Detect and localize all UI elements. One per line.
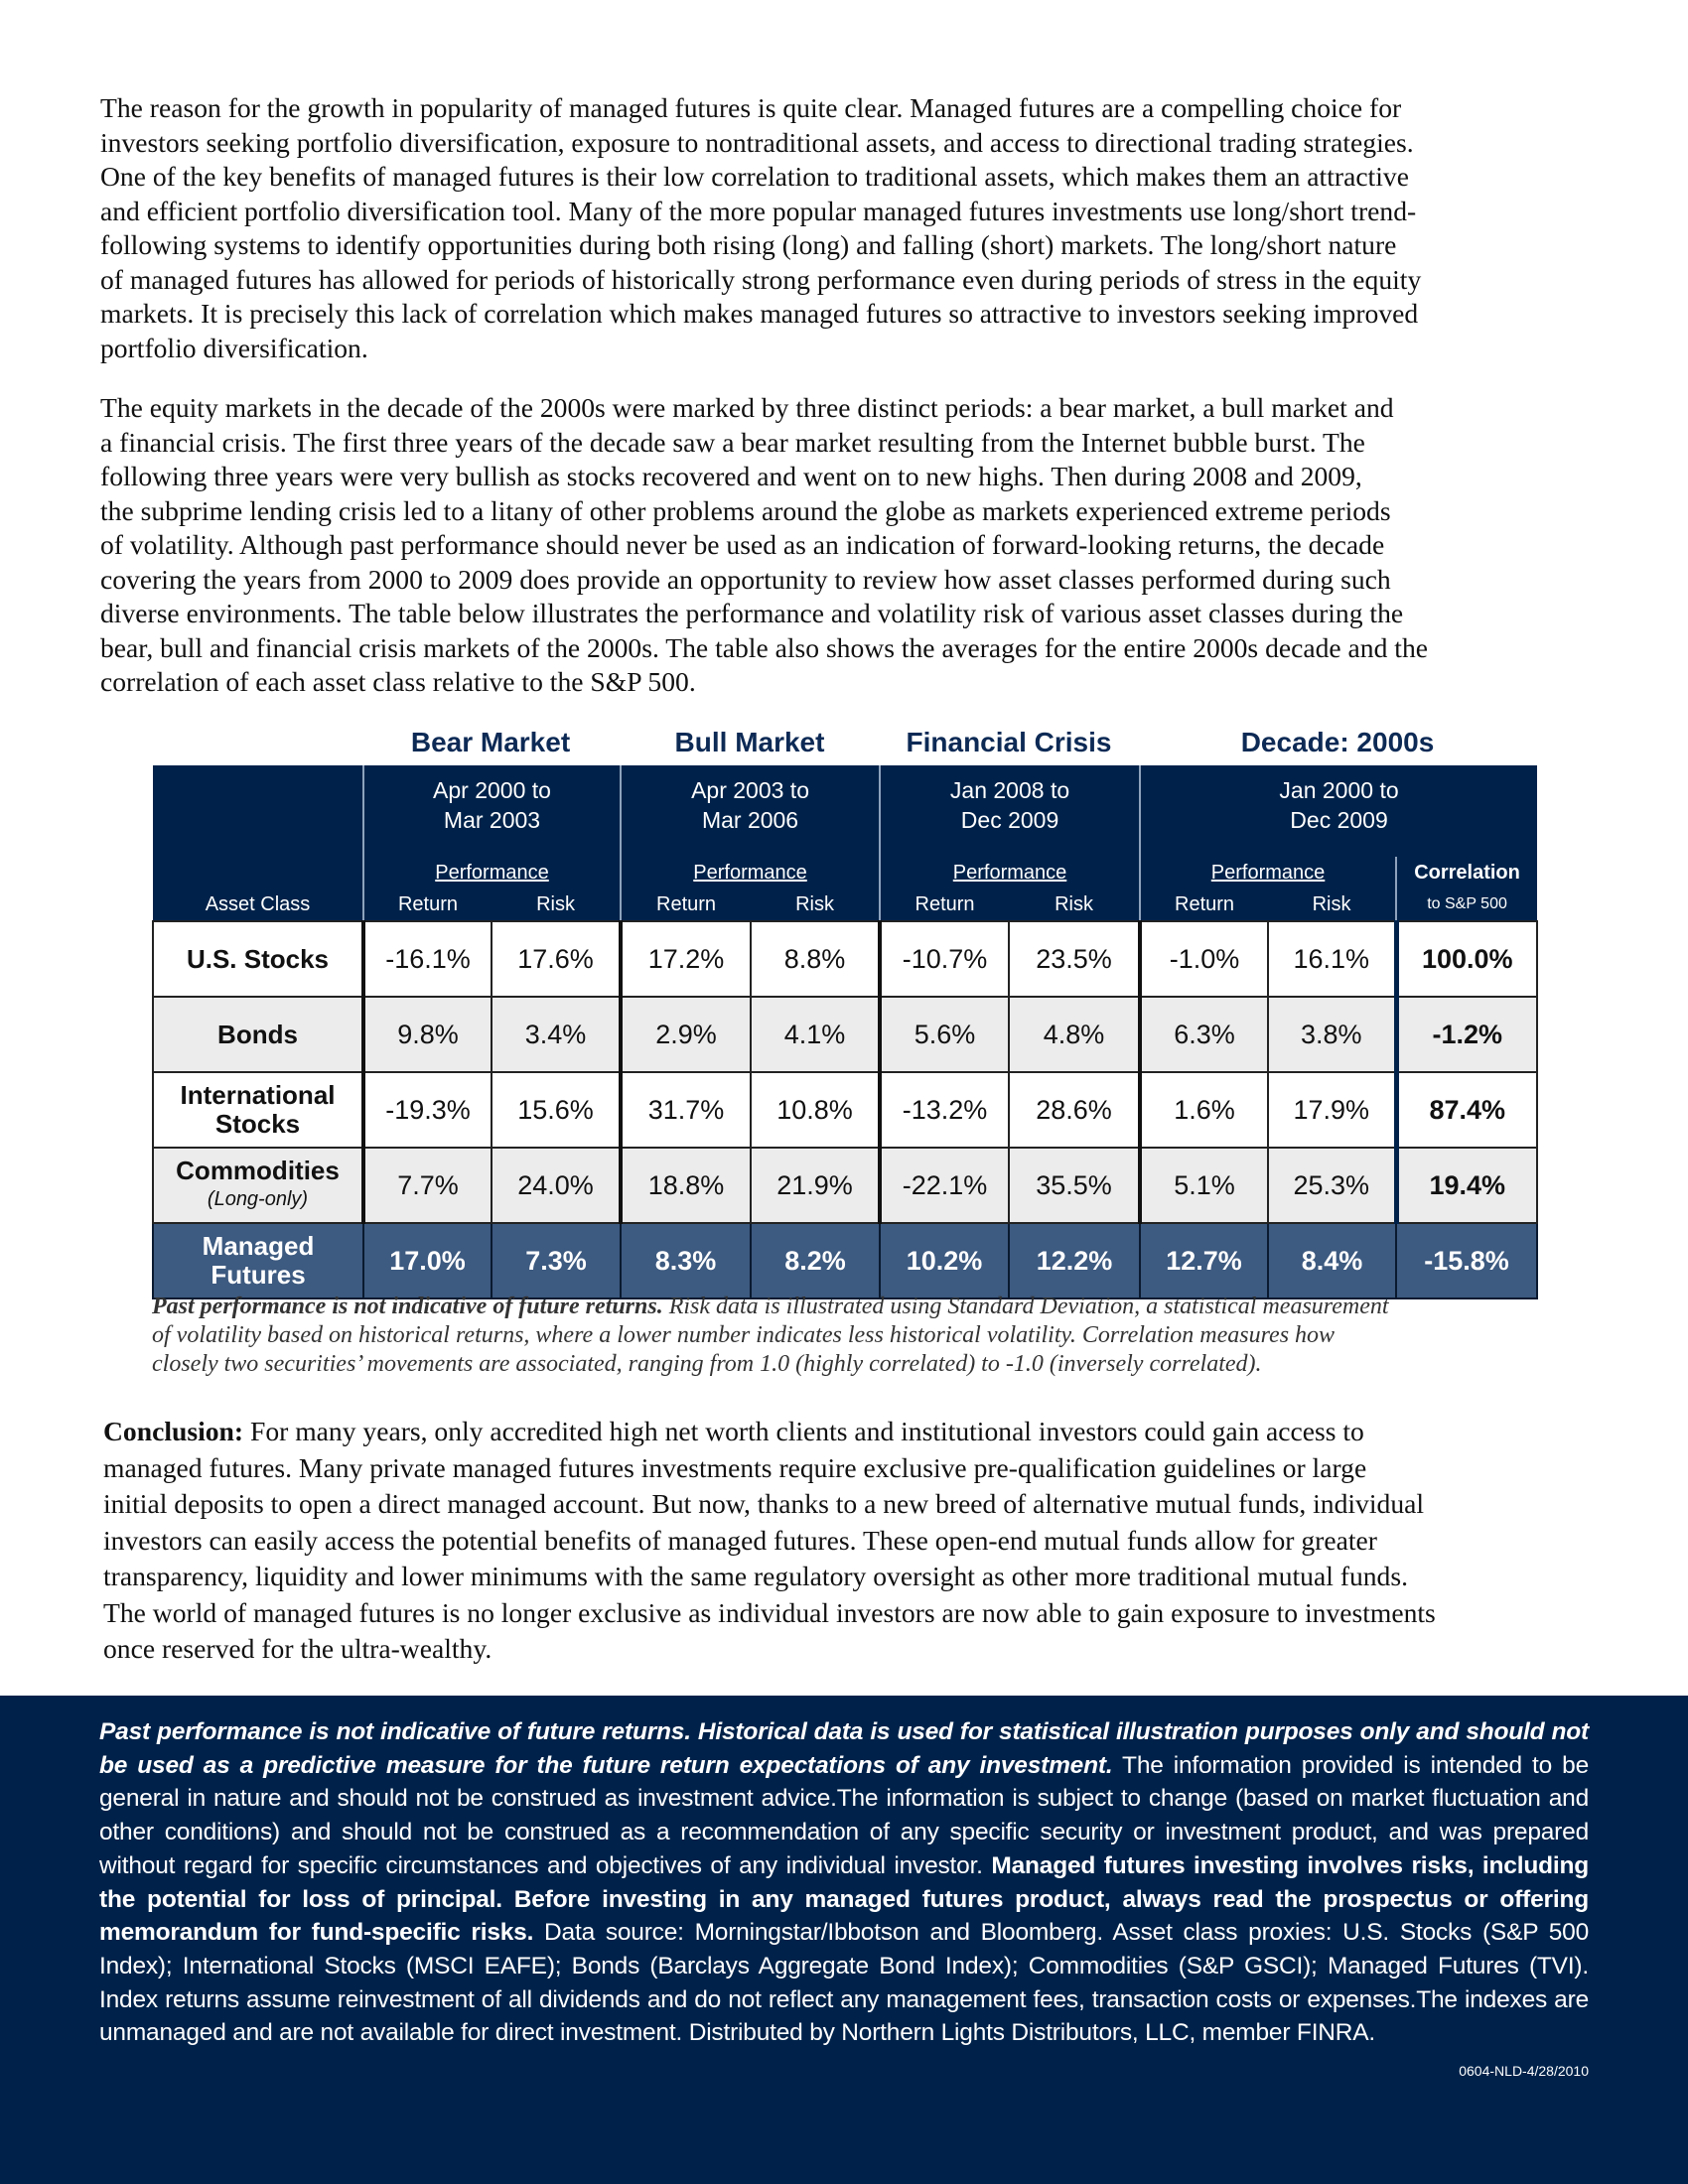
asset-class-name: U.S. Stocks xyxy=(153,921,363,997)
asset-class-name: International Stocks xyxy=(153,1072,363,1148)
risk-header: Risk xyxy=(1009,888,1140,921)
risk-cell: 17.6% xyxy=(492,921,621,997)
conclusion-label: Conclusion: xyxy=(103,1416,244,1446)
asset-class-header: Asset Class xyxy=(153,765,363,921)
text-line: investors can easily access the potential benefits of managed futures. These open-end mutual funds allow for greater xyxy=(103,1524,1377,1556)
return-cell: 31.7% xyxy=(621,1072,751,1148)
group-heading-bear: Bear Market xyxy=(410,727,571,757)
risk-header: Risk xyxy=(751,888,880,921)
return-cell: 5.1% xyxy=(1140,1148,1268,1223)
correlation-subheader: to S&P 500 xyxy=(1396,888,1537,921)
table-row xyxy=(153,921,1537,997)
return-cell: 17.2% xyxy=(621,921,751,997)
performance-label: Performance xyxy=(621,857,880,888)
text-line: diverse environments. The table below illustrates the performance and volatility risk of various asset classes during the xyxy=(100,598,1404,628)
return-cell: 10.2% xyxy=(880,1223,1009,1298)
table-row xyxy=(153,1223,1537,1298)
caption-text: Risk data is illustrated using Standard Deviation, a statistical measurement xyxy=(662,1294,1389,1319)
group-heading-decade: Decade: 2000s xyxy=(1240,727,1435,757)
asset-class-name: Managed Futures xyxy=(153,1223,363,1298)
return-cell: 2.9% xyxy=(621,997,751,1072)
text-line: a financial crisis. The first three years of the decade saw a bear market resulting from the Internet bubble burst. The xyxy=(100,426,1365,458)
performance-label: Performance xyxy=(880,857,1140,888)
table-caption xyxy=(152,1293,1542,1379)
disclaimer-footer xyxy=(0,1696,1688,2184)
text-line: once reserved for the ultra-wealthy. xyxy=(103,1633,492,1664)
return-cell: -13.2% xyxy=(880,1072,1009,1148)
risk-cell: 3.4% xyxy=(492,997,621,1072)
text-line: transparency, liquidity and lower minimums with the same regulatory oversight as other more traditional mutual funds. xyxy=(103,1561,1408,1591)
text-line: of volatility. Although past performance should never be used as an indication of forward-looking returns, the decade xyxy=(100,529,1385,560)
text-line: the subprime lending crisis led to a litany of other problems around the globe as markets experienced extreme periods xyxy=(100,494,1391,526)
correlation-cell: -1.2% xyxy=(1396,997,1537,1072)
return-cell: -10.7% xyxy=(880,921,1009,997)
caption-bold: Past performance is not indicative of future returns. xyxy=(152,1294,663,1319)
performance-table xyxy=(152,765,1538,1299)
risk-cell: 4.1% xyxy=(751,997,880,1072)
correlation-cell: 87.4% xyxy=(1396,1072,1537,1148)
risk-cell: 15.6% xyxy=(492,1072,621,1148)
group-heading-bull: Bull Market xyxy=(674,727,825,757)
performance-label: Performance xyxy=(363,857,621,888)
return-cell: 6.3% xyxy=(1140,997,1268,1072)
disclaimer-text: Past performance is not indicative of future returns. Historical data is used for statistical illustration purposes only and should not be used as a predictive measure for the future return expectations of any investment. The information provided is intended to be general in nature and should not be construed as investment advice.The information is subject to change (based on market fluctuation and other conditions) and should not be construed as a recommendation of any specific security or investment product, and was prepared without regard for specific circumstances and objectives of any individual investor. Managed futures investing involves risks, including the potential for loss of principal. Before investing in any managed futures product, always read the prospectus or offering memorandum for fund-specific risks. Data source: Morningstar/Ibbotson and Bloomberg. Asset class proxies: U.S. Stocks (S&P 500 Index); International Stocks (MSCI EAFE); Bonds (Barclays Aggregate Bond Index); Commodities (S&P GSCI); Managed Futures (TVI). Index returns assume reinvestment of all dividends and do not reflect any management fees, transaction costs or expenses.The indexes are unmanaged and are not available for direct investment. Distributed by Northern Lights Distributors, LLC, member FINRA. xyxy=(99,1718,1590,2047)
correlation-cell: -15.8% xyxy=(1396,1223,1537,1298)
correlation-label: Correlation xyxy=(1396,857,1537,888)
text-line: investors seeking portfolio diversification, exposure to nontraditional assets, and access to directional trading strategies. xyxy=(100,126,1414,158)
risk-header: Risk xyxy=(492,888,621,921)
conclusion-paragraph xyxy=(103,1414,1593,1668)
date-range: Jan 2000 to Dec 2009 xyxy=(1140,765,1537,857)
risk-cell: 21.9% xyxy=(751,1148,880,1223)
performance-label: Performance xyxy=(1140,857,1396,888)
return-header: Return xyxy=(1140,888,1268,921)
text-line: For many years, only accredited high net worth clients and institutional investors could gain access to xyxy=(243,1416,1364,1446)
risk-cell: 17.9% xyxy=(1268,1072,1396,1148)
caption-text: of volatility based on historical returns, where a lower number indicates less historical volatility. Correlation measures how xyxy=(152,1322,1336,1348)
return-cell: -19.3% xyxy=(363,1072,492,1148)
risk-cell: 8.8% xyxy=(751,921,880,997)
return-cell: 18.8% xyxy=(621,1148,751,1223)
intro-paragraph xyxy=(100,91,1590,365)
risk-cell: 8.2% xyxy=(751,1223,880,1298)
text-line: following three years were very bullish as stocks recovered and went on to new highs. Then during 2008 and 2009, xyxy=(100,461,1362,491)
risk-cell: 23.5% xyxy=(1009,921,1140,997)
return-cell: 9.8% xyxy=(363,997,492,1072)
return-header: Return xyxy=(880,888,1009,921)
risk-cell: 35.5% xyxy=(1009,1148,1140,1223)
text-line: and efficient portfolio diversification tool. Many of the more popular managed futures investments use long/short trend- xyxy=(100,195,1417,226)
risk-cell: 10.8% xyxy=(751,1072,880,1148)
risk-cell: 4.8% xyxy=(1009,997,1140,1072)
risk-cell: 12.2% xyxy=(1009,1223,1140,1298)
decade-paragraph xyxy=(100,391,1590,700)
group-heading-crisis: Financial Crisis xyxy=(906,727,1112,757)
return-cell: 5.6% xyxy=(880,997,1009,1072)
text-line: The equity markets in the decade of the 2000s were marked by three distinct periods: a bear market, a bull market and xyxy=(100,392,1394,423)
text-line: of managed futures has allowed for periods of historically strong performance even during periods of stress in the equity xyxy=(100,263,1422,295)
text-line: managed futures. Many private managed futures investments require exclusive pre-qualification guidelines or large xyxy=(103,1451,1367,1483)
text-line: bear, bull and financial crisis markets of the 2000s. The table also shows the averages for the entire 2000s decade and the xyxy=(100,631,1429,663)
text-line: One of the key benefits of managed futures is their low correlation to traditional assets, which makes them an attractive xyxy=(100,161,1409,192)
return-cell: 17.0% xyxy=(363,1223,492,1298)
correlation-cell: 100.0% xyxy=(1396,921,1537,997)
text-line: portfolio diversification. xyxy=(100,332,368,363)
date-range: Apr 2000 to Mar 2003 xyxy=(363,765,621,857)
table-row xyxy=(153,1148,1537,1223)
return-header: Return xyxy=(363,888,492,921)
text-line: markets. It is precisely this lack of correlation which makes managed futures so attractive to investors seeking improved xyxy=(100,298,1419,329)
table-row xyxy=(153,1072,1537,1148)
return-header: Return xyxy=(621,888,751,921)
table-row xyxy=(153,997,1537,1072)
risk-cell: 8.4% xyxy=(1268,1223,1396,1298)
text-line: following systems to identify opportunities during both rising (long) and falling (short) markets. The long/short nature xyxy=(100,229,1397,260)
risk-cell: 7.3% xyxy=(492,1223,621,1298)
text-line: The world of managed futures is no longer exclusive as individual investors are now able to gain exposure to investments xyxy=(103,1596,1436,1628)
risk-cell: 25.3% xyxy=(1268,1148,1396,1223)
return-cell: -16.1% xyxy=(363,921,492,997)
date-range: Apr 2003 to Mar 2006 xyxy=(621,765,880,857)
text-line: correlation of each asset class relative to the S&P 500. xyxy=(100,666,696,697)
text-line: The reason for the growth in popularity of managed futures is quite clear. Managed futures are a compelling choice for xyxy=(100,92,1402,123)
risk-cell: 16.1% xyxy=(1268,921,1396,997)
return-cell: -1.0% xyxy=(1140,921,1268,997)
asset-class-name: Bonds xyxy=(153,997,363,1072)
caption-text: closely two securities’ movements are associated, ranging from 1.0 (highly correlated) to -1.0 (inversely correlated). xyxy=(152,1351,1262,1377)
return-cell: 7.7% xyxy=(363,1148,492,1223)
correlation-cell: 19.4% xyxy=(1396,1148,1537,1223)
asset-class-name: Commodities (Long-only) xyxy=(153,1148,363,1223)
asset-class-note: (Long-only) xyxy=(207,1188,309,1210)
return-cell: 12.7% xyxy=(1140,1223,1268,1298)
date-range: Jan 2008 to Dec 2009 xyxy=(880,765,1140,857)
return-cell: -22.1% xyxy=(880,1148,1009,1223)
return-cell: 1.6% xyxy=(1140,1072,1268,1148)
risk-cell: 24.0% xyxy=(492,1148,621,1223)
risk-cell: 28.6% xyxy=(1009,1072,1140,1148)
risk-header: Risk xyxy=(1268,888,1396,921)
risk-cell: 3.8% xyxy=(1268,997,1396,1072)
text-line: initial deposits to open a direct managed account. But now, thanks to a new breed of alternative mutual funds, individual xyxy=(103,1488,1425,1519)
return-cell: 8.3% xyxy=(621,1223,751,1298)
text-line: covering the years from 2000 to 2009 does provide an opportunity to review how asset classes performed during such xyxy=(100,563,1391,595)
document-code: 0604-NLD-4/28/2010 xyxy=(1459,2063,1589,2079)
